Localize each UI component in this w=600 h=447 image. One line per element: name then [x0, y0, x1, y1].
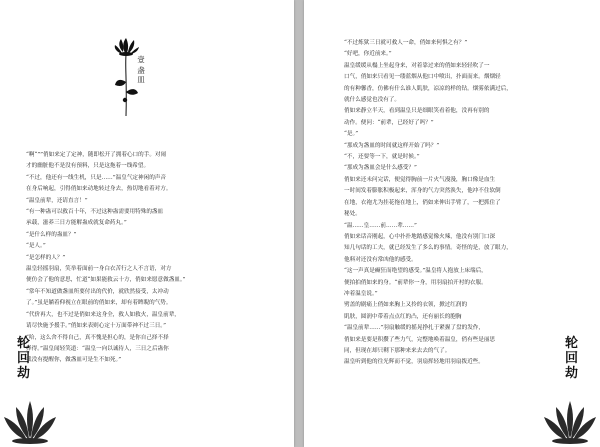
- paragraph: 动作。便问：“前辈，已经好了吗？”: [344, 119, 434, 126]
- paragraph: “是怎样的人？”: [26, 254, 66, 261]
- paragraph: 在地，衣袍尤为挂花拖在地上，俏如来伸出手臂了，一把抓住了: [344, 199, 501, 206]
- paragraph: 一时间发着膨胀积极起来，浑身的气力突然涣失，他冲不住软倒: [344, 188, 501, 195]
- lotus-corner-icon: [542, 395, 598, 445]
- paragraph: 俏如来静立半天，看到温皇只是细眼笑看着他，没再有别的: [344, 108, 490, 115]
- lotus-corner-icon: [2, 395, 58, 445]
- paragraph: “不，还要等一下，就是时候。”: [344, 154, 420, 161]
- paragraph: “常年不知道做盏皿所要付出的代价，就欣然接受，太冲动: [26, 288, 169, 295]
- paragraph: “不过，他还有一线生机，只是……”温皇气定神闲的声音: [26, 174, 166, 181]
- paragraph: 温皇缓缓从榻上坐起身来，对着靠过来的俏如来轻轻吹了一: [344, 62, 490, 69]
- paragraph: “有一种蛊可以救百十年，不过这种蛊需要用特殊的盏皿: [26, 209, 164, 216]
- paragraph: 肌肤，圆润中带着点点红的凸，还有丽长的胞胸: [344, 313, 462, 320]
- paragraph: “那成为盏皿会是什么感受？”: [344, 165, 417, 172]
- paragraph: 他料对还没有常凶他的感受。: [344, 256, 417, 263]
- paragraph: “是什么样的蛊皿？”: [26, 231, 77, 238]
- paragraph: 就什么感觉也没有了。: [344, 97, 400, 104]
- paragraph: “这一声真是癫狂而绝望的感受。”温皇将人抱放上床端后，: [344, 268, 487, 275]
- paragraph: “是人。”: [26, 243, 46, 250]
- paragraph: 温皇轻摇羽扇，笑举着面前一身白衣苦行之人不言语，对方: [26, 266, 172, 273]
- paragraph: 了。”虽是躺着仰视立在眼前的俏如来，却有着睥睨的气势。: [26, 300, 172, 307]
- chapter-stamp-left: [2, 336, 46, 381]
- paragraph: “不过炼狱三日就可救人一命，俏如来何惧之有？”: [344, 40, 468, 46]
- paragraph: 我没有提醒你，做盏皿可是生不如死。”: [26, 357, 122, 364]
- paragraph: 俏如来还未问完话，便觉得胸前一片火气漫漫，胸口像是血生: [344, 176, 496, 183]
- paragraph: 俏如来话音刚起，心中扑扑地踏感觉像火辣，他没有别门口深: [344, 233, 496, 240]
- paragraph: “是。”: [344, 131, 359, 138]
- paragraph: 同，但现在却只剩下那种来来去去的气了。: [344, 347, 451, 354]
- paragraph: 口气，俏如来只看见一缕蓝烟从他口中喷出，扑面而来。烟烟轻: [344, 74, 501, 81]
- stamp-char: 回: [564, 351, 579, 366]
- chapter-title: [135, 55, 147, 84]
- paragraph: 秘处。: [344, 211, 361, 218]
- chapter-name: 盏皿: [137, 66, 145, 84]
- paragraph: 在身后响起，引得俏如来动地转过身去，热切地看着对方。: [26, 186, 172, 193]
- paragraph: “温……皇……前……辈……”: [344, 222, 417, 229]
- paragraph: “温皇前辈，还请直言！”: [26, 197, 88, 204]
- paragraph: “代价再大，也不过是俏如来这身全，救人如救火，温皇前辈，: [26, 311, 180, 318]
- paragraph: 温皇听到他的往光辉而不觉，羽扇挥轻地用羽扇拨近些。: [344, 359, 484, 366]
- stamp-char: 劫: [564, 366, 579, 381]
- left-page: [0, 0, 294, 447]
- paragraph: “哈，这么舍不得自己，真不愧是担心的，是你自己择不择: [26, 334, 169, 341]
- paragraph: 的有种馨香，仿佛有什么谁人肌肤，凉凉的样的钻。烟雾依满过后，: [344, 85, 512, 92]
- paragraph: 俏如来是要是积攒了些力气，完整地唤着温皇，俏有些是丽思: [344, 336, 496, 343]
- left-page-body: [26, 150, 276, 367]
- paragraph: 承载，滋养三日方能解蛊成就复命药丸。”: [26, 220, 127, 227]
- paragraph: 择得。”温皇闻轻笑道：“温皇一向以诚待人，三日之后蛊你: [26, 345, 169, 352]
- paragraph: 才的幽脏他不是没有预料，只是这拖着一线希望。: [26, 163, 150, 170]
- paragraph: 便仿会了他的意思，忙道“如果能救云十方，俏如来愿意做盏皿。”: [26, 277, 186, 284]
- stamp-char: 轮: [564, 336, 579, 351]
- paragraph: 冲着温皇说。”: [344, 290, 378, 297]
- stamp-char: 回: [16, 351, 31, 366]
- chapter-stamp-right: [550, 336, 594, 381]
- stamp-char: 轮: [16, 336, 31, 351]
- right-page-body: [344, 38, 574, 369]
- paragraph: “好吧，你近前来。”: [344, 51, 392, 58]
- paragraph: 劈盖的剧痛上俏如来胸上又拎的衣领，掀过红润的: [344, 302, 468, 309]
- paragraph: “温皇前辈……”羽扇触缓的摇晃挣扎于紧握了盘的发作，: [344, 325, 484, 332]
- paragraph: “啊“””俏如来定了定神，随即松开了拥着心口的手。对闹: [26, 152, 167, 158]
- paragraph: 便拍拍俏如来的身。“前辈你一身，用羽扇拍开衬的衣服。: [344, 279, 487, 286]
- stamp-char: 劫: [16, 366, 31, 381]
- paragraph: “那成为盏皿的时间就这样开始了吗？”: [344, 142, 440, 149]
- chapter-number: 壹: [137, 55, 145, 64]
- paragraph: 知几句话的工夫，就已经发生了多么的事情。奇怪的是，放了眼力，: [344, 245, 512, 252]
- paragraph: 请尽快施予援手。”俏如来表则心定十万面带神不过三日。”: [26, 323, 166, 330]
